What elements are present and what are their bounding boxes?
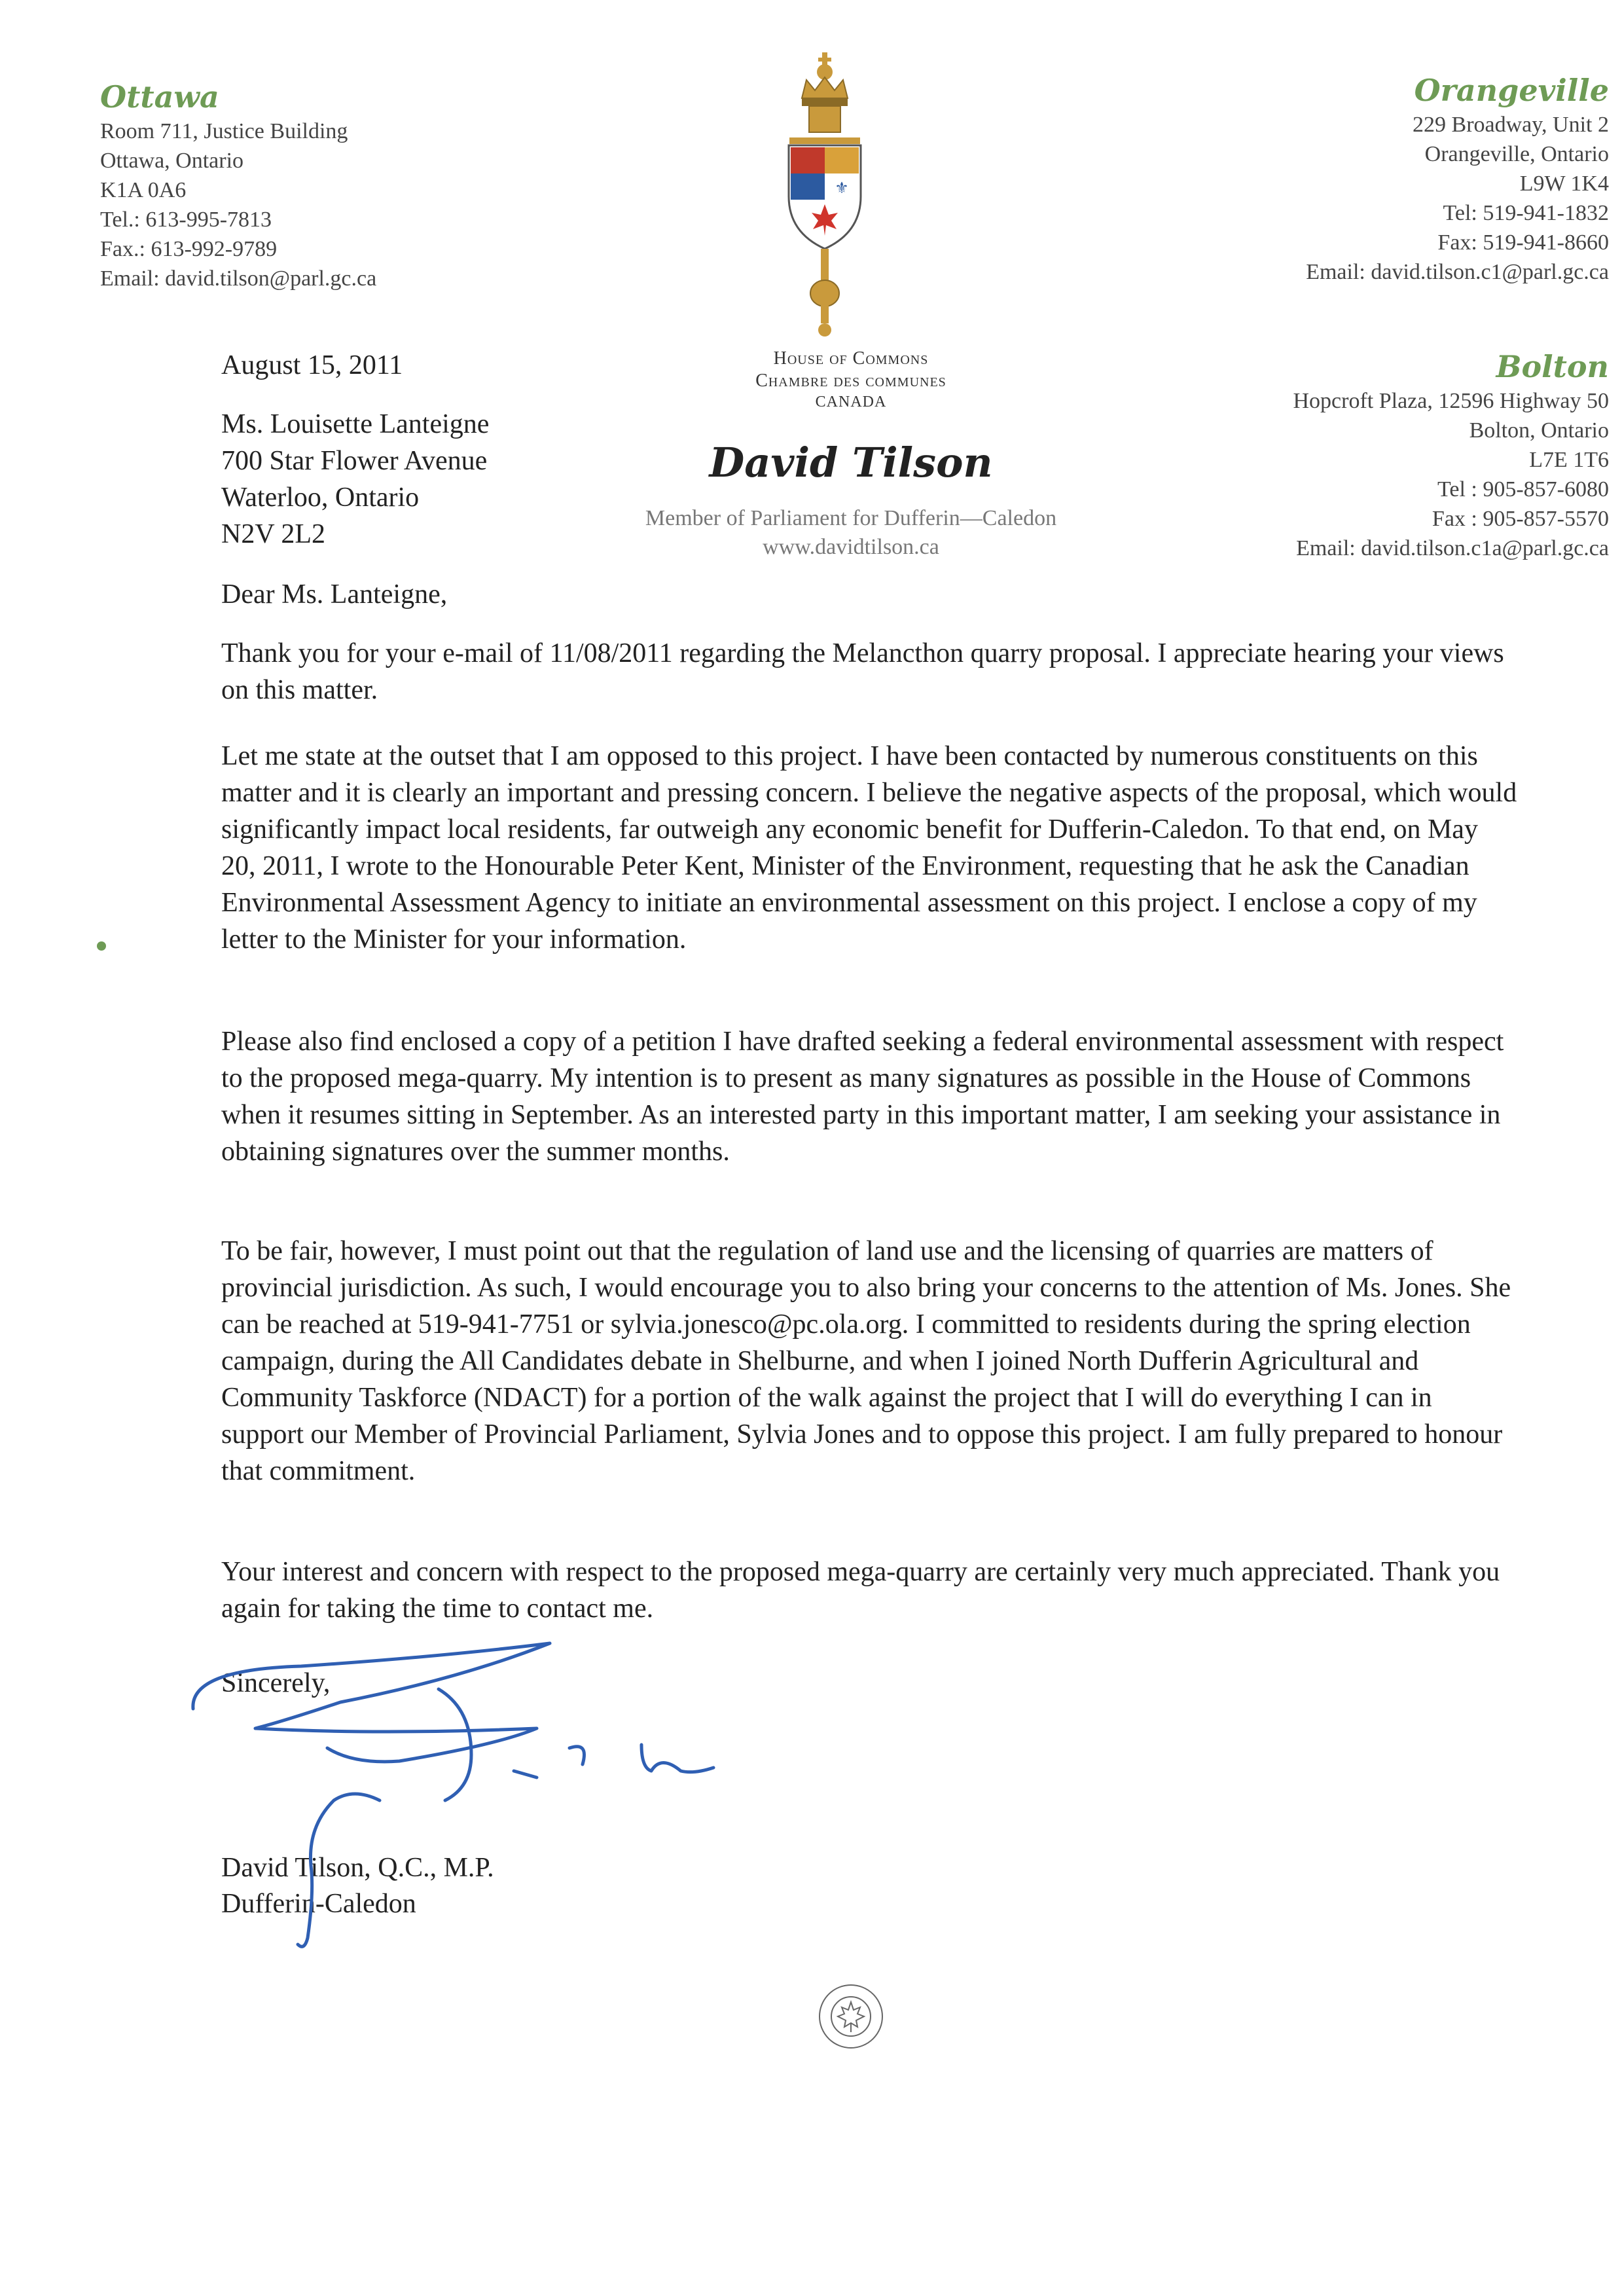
office-heading-orangeville: Orangeville bbox=[1414, 73, 1609, 108]
office-phone: Tel: 519-941-1832 bbox=[1443, 201, 1609, 225]
recipient-name: Ms. Louisette Lanteigne bbox=[221, 409, 490, 439]
office-email: Email: david.tilson.c1@parl.gc.ca bbox=[1306, 260, 1609, 284]
office-email: Email: david.tilson.c1a@parl.gc.ca bbox=[1296, 536, 1609, 560]
office-line: K1A 0A6 bbox=[100, 178, 187, 202]
recipient-street: 700 Star Flower Avenue bbox=[221, 446, 488, 476]
recipient-address bbox=[221, 406, 1517, 553]
letter-paragraph: Please also find enclosed a copy of a petition I have drafted seeking a federal environmental assessment with respect to the proposed mega-quarry. My intention is to present as many signatures as possible in the House of Commons when it resumes sitting in September. As an interested party in this important matter, I am seeking your assistance in obtaining signatures over the summer months. bbox=[221, 1027, 1504, 1167]
margin-mark bbox=[97, 941, 106, 951]
closing: Sincerely, bbox=[221, 1668, 331, 1698]
letterhead-website: www.davidtilson.ca bbox=[763, 535, 939, 559]
country-label: CANADA bbox=[815, 393, 887, 410]
office-fax: Fax : 905-857-5570 bbox=[1432, 507, 1609, 531]
environmental-choice-seal-icon bbox=[817, 1982, 885, 2050]
letterhead-mp-name: David Tilson bbox=[709, 439, 993, 486]
letter-paragraph: To be fair, however, I must point out that the regulation of land use and the licensing of quarries are matters of provincial jurisdiction. As such, I would encourage you to also bring your concerns to the attention of Ms. Jones. She can be reached at 519-941-7751 or sylvia.jonesco@pc.ola.org. I committed to residents during the spring election campaign, during the All Candidates debate in Shelburne, and when I joined North Dufferin Agricultural and Community Taskforce (NDACT) for a portion of the walk against the project that I will do everything I can in support our Member of Provincial Parliament, Sylvia Jones and to oppose this project. I am fully prepared to honour that commitment. bbox=[221, 1236, 1511, 1486]
house-of-commons-mace-crest-icon bbox=[766, 52, 884, 340]
letterhead-riding: Member of Parliament for Dufferin—Caledon bbox=[645, 506, 1057, 530]
letter-paragraph: Let me state at the outset that I am opposed to this project. I have been contacted by numerous constituents on this matter and it is clearly an important and pressing concern. I believe the negative aspects of the proposal, which would significantly impact local residents, far outweigh any economic benefit for Dufferin-Caledon. To that end, on May 20, 2011, I wrote to the Honourable Peter Kent, Minister of the Environment, requesting that he ask the Canadian Environmental Assessment Agency to initiate an environmental assessment on this project. I enclose a copy of my letter to the Minister for your information. bbox=[221, 741, 1517, 955]
office-line: L7E 1T6 bbox=[1529, 448, 1609, 472]
office-phone: Tel.: 613-995-7813 bbox=[100, 208, 272, 232]
office-orangeville bbox=[1306, 71, 1609, 287]
salutation: Dear Ms. Lanteigne, bbox=[221, 579, 448, 610]
office-line: Bolton, Ontario bbox=[1469, 418, 1609, 443]
office-heading-ottawa: Ottawa bbox=[100, 79, 219, 115]
office-email: Email: david.tilson@parl.gc.ca bbox=[100, 266, 377, 291]
office-line: 229 Broadway, Unit 2 bbox=[1413, 113, 1609, 137]
letter-paragraph: Your interest and concern with respect to the proposed mega-quarry are certainly very much appreciated. Thank you again for taking the time to contact me. bbox=[221, 1557, 1500, 1624]
office-fax: Fax: 519-941-8660 bbox=[1437, 230, 1609, 255]
handwritten-signature bbox=[183, 1630, 772, 1971]
office-heading-bolton: Bolton bbox=[1496, 349, 1609, 384]
signatory-riding: Dufferin-Caledon bbox=[221, 1889, 416, 1919]
recipient-city: Waterloo, Ontario bbox=[221, 483, 420, 513]
office-line: Room 711, Justice Building bbox=[100, 119, 348, 143]
signatory-name: David Tilson, Q.C., M.P. bbox=[221, 1853, 494, 1883]
office-line: Orangeville, Ontario bbox=[1424, 142, 1609, 166]
office-line: Hopcroft Plaza, 12596 Highway 50 bbox=[1293, 389, 1609, 413]
office-line: L9W 1K4 bbox=[1519, 172, 1609, 196]
letter-paragraph: Thank you for your e-mail of 11/08/2011 regarding the Melancthon quarry proposal. I appreciate hearing your views on this matter. bbox=[221, 638, 1504, 705]
chambre-des-communes-label: Chambre des communes bbox=[755, 371, 946, 391]
house-of-commons-label: House of Commons bbox=[773, 348, 929, 369]
recipient-postal-code: N2V 2L2 bbox=[221, 519, 326, 549]
letter-date: August 15, 2011 bbox=[221, 350, 403, 380]
office-ottawa bbox=[100, 77, 376, 293]
office-line: Ottawa, Ontario bbox=[100, 149, 244, 173]
office-fax: Fax.: 613-992-9789 bbox=[100, 237, 278, 261]
office-phone: Tel : 905-857-6080 bbox=[1437, 477, 1609, 501]
svg-text:⚜: ⚜ bbox=[835, 180, 849, 197]
